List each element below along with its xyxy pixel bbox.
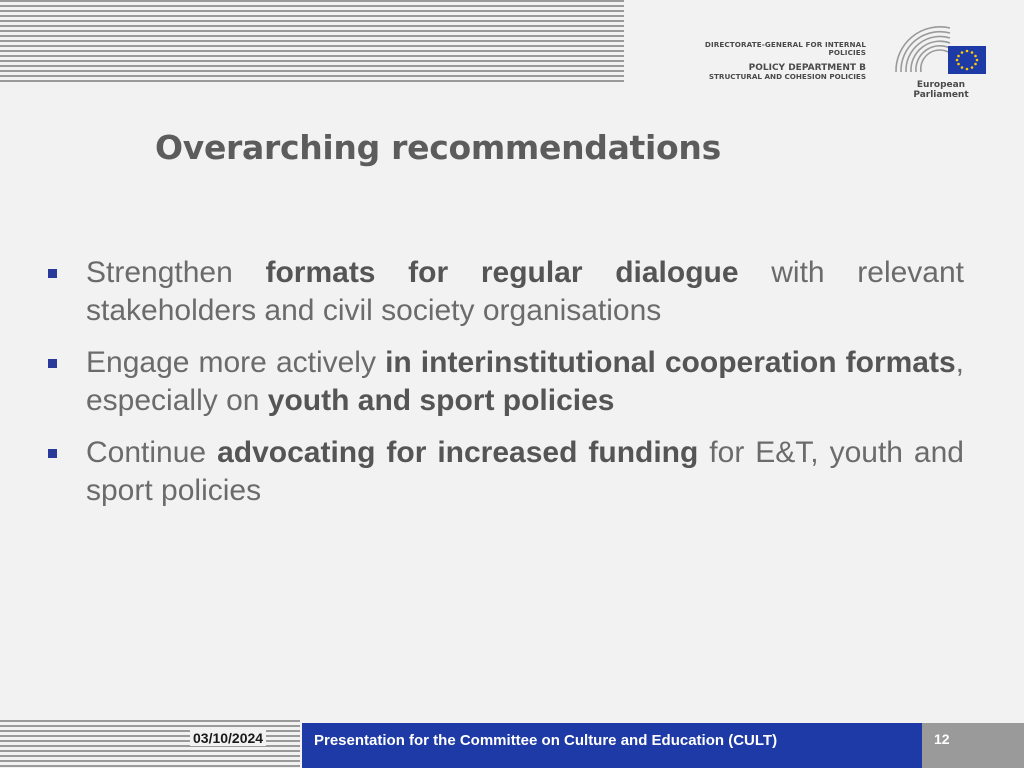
slide-title: Overarching recommendations (155, 128, 721, 167)
square-bullet-icon (48, 269, 57, 278)
structural-policies-label: STRUCTURAL AND COHESION POLICIES (708, 71, 866, 81)
square-bullet-icon (48, 449, 57, 458)
footer-bar (302, 723, 922, 768)
bullet-bold-text: youth and sport policies (267, 384, 615, 417)
footer-date: 03/10/2024 (190, 730, 266, 746)
recommendations-list (48, 254, 964, 524)
bullet-bold-text: advocating for increased funding (217, 436, 699, 469)
list-item (48, 434, 964, 510)
policy-department-label: POLICY DEPARTMENT B (748, 62, 866, 73)
header-logos (640, 0, 1024, 100)
bullet-text: Continue (86, 436, 218, 469)
bullet-text: for E&T, youth and sport policies (86, 436, 964, 507)
bullet-text: Engage more actively (86, 346, 386, 379)
bullet-text: with relevant stakeholders and civil society organisations (86, 256, 964, 327)
directorate-general-label: DIRECTORATE-GENERAL FOR INTERNAL POLICIES (704, 40, 866, 58)
directorate-block (666, 41, 866, 81)
list-item (48, 254, 964, 330)
bullet-bold-text: formats for regular dialogue (265, 256, 739, 289)
bullet-text: , especially on (86, 346, 964, 417)
european-parliament-label: European Parliament (913, 80, 969, 100)
header-stripes (0, 0, 624, 84)
bullet-text: Strengthen (86, 256, 266, 289)
bullet-bold-text: in interinstitutional cooperation formats (385, 346, 956, 379)
page-number: 12 (934, 731, 950, 747)
square-bullet-icon (48, 359, 57, 368)
presentation-label: Presentation for the Committee on Culture and Education (CULT) (314, 732, 778, 749)
page-number-box (922, 723, 1024, 768)
list-item (48, 344, 964, 420)
